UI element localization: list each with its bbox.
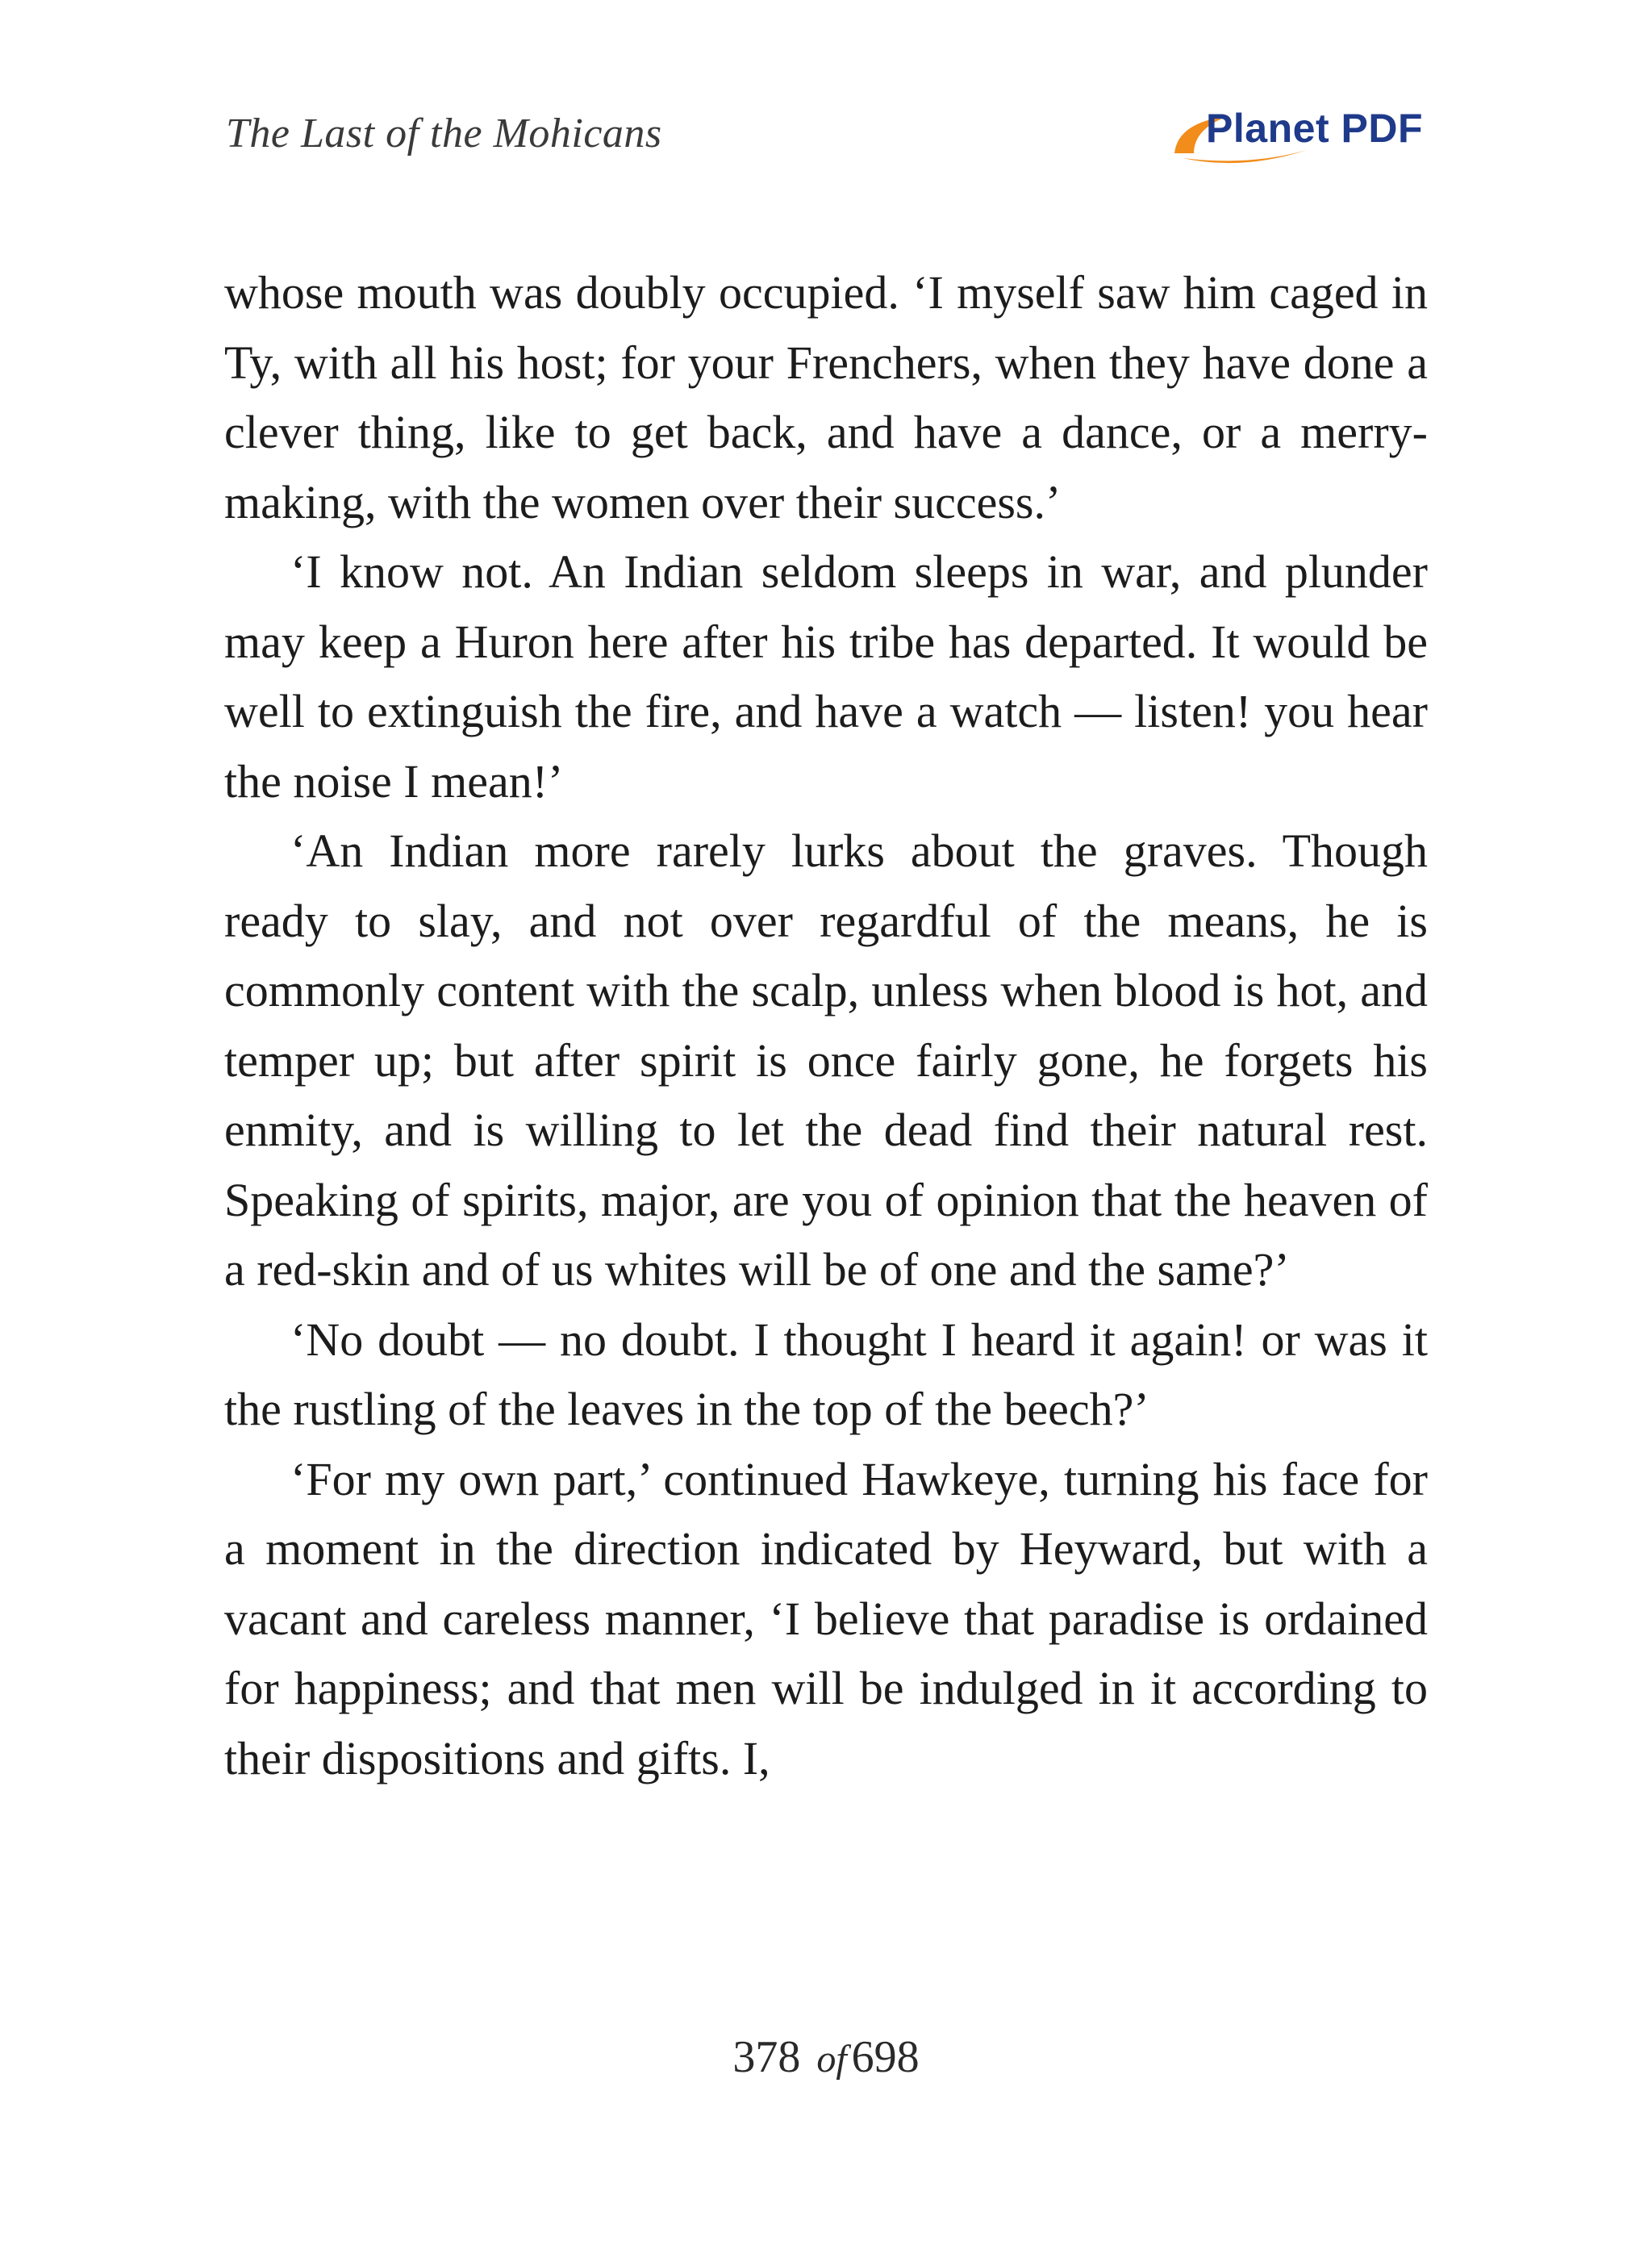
paragraph: whose mouth was doubly occupied. ‘I myself saw him caged in Ty, with all his host; for your Frenchers, when they have done a clever thing, like to get back, and have a dance, or a merry-making, with the women over their success.’ bbox=[224, 266, 1428, 528]
page-header bbox=[226, 105, 1428, 169]
planet-pdf-logo bbox=[1170, 105, 1428, 168]
book-title: The Last of the Mohicans bbox=[226, 111, 662, 157]
page-body bbox=[224, 258, 1428, 1793]
logo-text: Planet PDF bbox=[1206, 106, 1423, 151]
paragraph: ‘I know not. An Indian seldom sleeps in war, and plunder may keep a Huron here after his tribe has departed. It would be well to extinguish the fire, and have a watch — listen! you hear the noise I mean!’ bbox=[224, 545, 1428, 808]
total-pages: 698 bbox=[851, 2032, 920, 2082]
paragraph: ‘An Indian more rarely lurks about the graves. Though ready to slay, and not over regardful of the means, he is commonly content with the scalp, unless when blood is hot, and temper up; but after spirit is once fairly gone, he forgets his enmity, and is willing to let the dead find their natural rest. Speaking of spirits, major, are you of opinion that the heaven of a red-skin and of us whites will be of one and the same?’ bbox=[224, 824, 1428, 1296]
of-label: of bbox=[816, 2038, 847, 2081]
paragraph: ‘No doubt — no doubt. I thought I heard it again! or was it the rustling of the leaves in the top of the beech?’ bbox=[224, 1313, 1428, 1435]
current-page: 378 bbox=[732, 2032, 801, 2082]
page-number bbox=[0, 2031, 1652, 2083]
paragraph: ‘For my own part,’ continued Hawkeye, turning his face for a moment in the direction indicated by Heyward, but with a vacant and careless manner, ‘I believe that paradise is ordained for happiness; and that men will be indulged in it according to their dispositions and gifts. I, bbox=[224, 1452, 1428, 1784]
